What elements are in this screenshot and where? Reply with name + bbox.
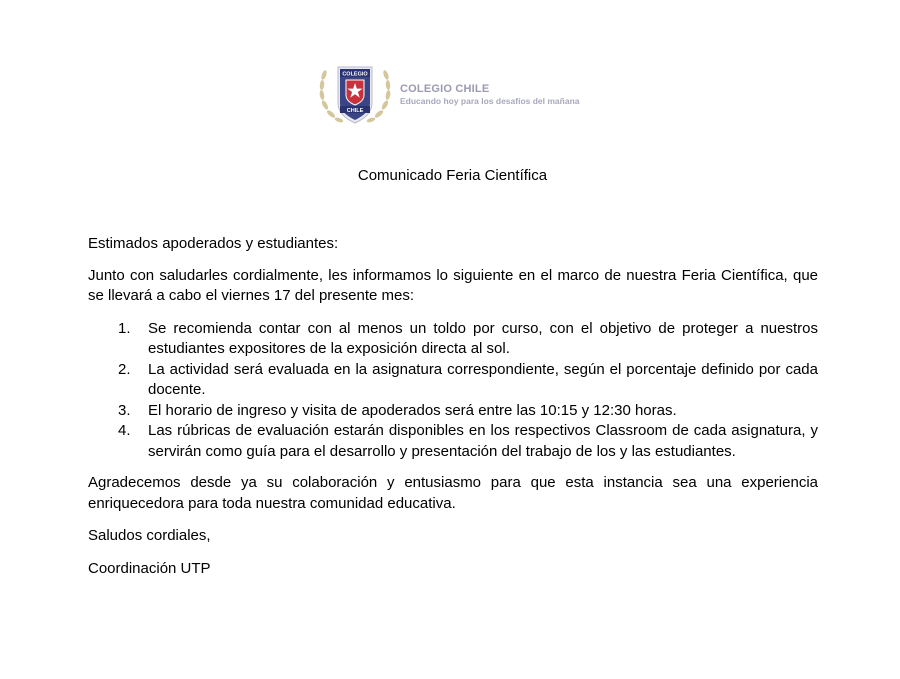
crest-bottom-label: CHILE (346, 108, 364, 114)
list-item (88, 319, 818, 360)
thanks-paragraph: Agradecemos desde ya su colaboración y entusiasmo para que esta instancia sea una experiencia enriquecedora para toda nuestra comunidad educativa. (88, 474, 818, 512)
numbered-list (88, 319, 818, 463)
list-item-text: Las rúbricas de evaluación estarán disponibles en los respectivos Classroom de cada asignatura, y servirán como guía para el desarrollo y presentación del trabajo de los y las estudiantes. (148, 422, 818, 460)
school-crest-icon (316, 63, 394, 127)
letter-body (88, 234, 818, 579)
list-item-text: El horario de ingreso y visita de apoderados será entre las 10:15 y 12:30 horas. (148, 401, 677, 419)
list-item-number: 1. (118, 319, 131, 337)
list-item (88, 401, 818, 422)
greeting: Estimados apoderados y estudiantes: (88, 235, 339, 252)
list-item-number: 4. (118, 422, 131, 439)
signature: Coordinación UTP (88, 559, 211, 577)
school-logo (316, 63, 580, 127)
list-item-text: Se recomienda contar con al menos un toldo por curso, con el objetivo de proteger a nuestros estudiantes expositores de la exposición directa al sol. (148, 319, 818, 357)
school-tagline: Educando hoy para los desafíos del mañana (400, 96, 580, 106)
list-item-number: 3. (118, 401, 131, 419)
list-item (88, 421, 818, 462)
list-item (88, 360, 818, 401)
crest-top-label: COLEGIO (342, 71, 368, 78)
intro-paragraph: Junto con saludarles cordialmente, les informamos lo siguiente en el marco de nuestra Feria Científica, que se llevará a cabo el viernes 17 del presente mes: (88, 266, 818, 304)
list-item-text: La actividad será evaluada en la asignatura correspondiente, según el porcentaje definido por cada docente. (148, 360, 818, 398)
closing-line: Saludos cordiales, (88, 527, 211, 544)
document-title: Comunicado Feria Científica (357, 167, 548, 184)
school-name: COLEGIO CHILE (400, 83, 490, 95)
logo-text (400, 83, 580, 107)
list-item-number: 2. (118, 360, 131, 378)
